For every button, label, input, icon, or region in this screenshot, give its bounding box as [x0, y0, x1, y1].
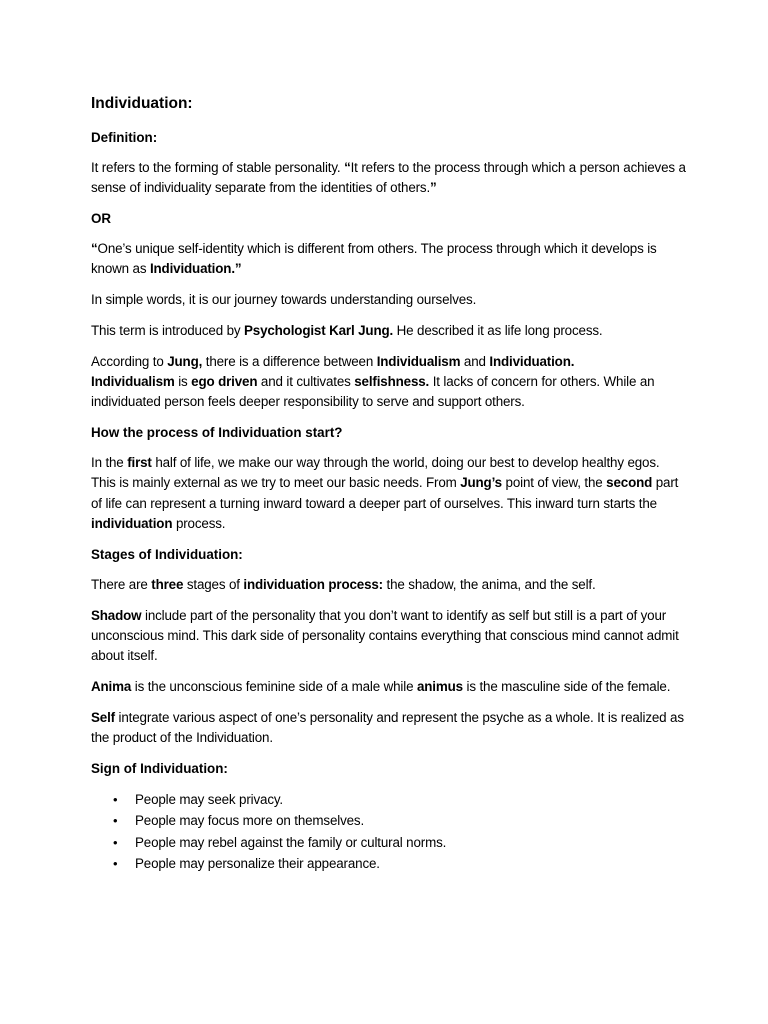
bold-term: three	[151, 576, 184, 592]
text-run: It lacks of concern for others. While an individuated person feels deeper responsibility to serve and support others.	[91, 374, 655, 410]
process-heading: How the process of Individuation start?	[91, 425, 343, 441]
definition-heading: Definition:	[91, 130, 158, 145]
list-item-text: People may rebel against the family or cultural norms.	[135, 834, 447, 850]
bold-term: Individuation.”	[149, 261, 242, 277]
list-item	[91, 789, 686, 810]
simple-words-paragraph: In simple words, it is our journey towards understanding ourselves.	[91, 292, 477, 308]
bold-term: individuation process:	[243, 576, 383, 592]
text-run: According to	[91, 353, 168, 369]
bold-term: first	[127, 455, 152, 471]
self-paragraph	[91, 708, 686, 749]
bold-term: Individuation.	[489, 353, 575, 369]
text-run: include part of the personality that you don’t want to identify as self but still is a part of your unconscious mind. This dark side of personality contains everything that conscious mind cannot admit about itself.	[91, 607, 679, 664]
stages-heading: Stages of Individuation:	[91, 546, 243, 562]
text-run: He described it as life long process.	[393, 322, 603, 338]
bold-term: Self	[91, 709, 115, 725]
text-run: process.	[172, 516, 226, 532]
quote-text: It refers to the process through which a person achieves a sense of individuality separate from the identities of others.	[91, 160, 686, 196]
text-run: There are	[91, 576, 152, 592]
bold-term: ego driven	[191, 374, 258, 390]
text-run: In the	[91, 455, 128, 471]
text-run: It refers to the forming of stable personality.	[91, 160, 345, 175]
list-item	[91, 832, 686, 853]
anima-paragraph	[91, 677, 686, 697]
bold-term: Anima	[91, 679, 132, 695]
list-item-text: People may focus more on themselves.	[135, 813, 365, 829]
signs-heading: Sign of Individuation:	[91, 760, 228, 776]
document-page	[91, 94, 686, 874]
bold-term: Individualism	[376, 353, 461, 369]
text-run: point of view, the	[501, 475, 607, 491]
process-paragraph	[91, 453, 686, 534]
list-item-text: People may personalize their appearance.	[135, 855, 380, 871]
text-run: One’s unique self-identity which is different from others. The process through which it develops is known as	[91, 241, 657, 277]
list-item	[91, 810, 686, 831]
bold-term: selfishness.	[354, 374, 430, 390]
bullet-icon: •	[113, 813, 118, 829]
close-quote: ”	[430, 180, 437, 196]
list-item-text: People may seek privacy.	[135, 791, 283, 807]
bold-term: Psychologist Karl Jung.	[243, 322, 394, 338]
bold-term: individuation	[91, 516, 173, 532]
text-run: is	[174, 374, 192, 390]
bullet-icon: •	[113, 834, 118, 850]
text-run: and	[460, 353, 490, 369]
text-run: half of life, we make our way through the world, doing our best to develop healthy egos. This is mainly external as we try to meet our basic needs. From	[91, 455, 660, 491]
bullet-icon: •	[113, 855, 118, 871]
alt-definition-paragraph	[91, 239, 686, 280]
bold-term: Individualism	[91, 374, 175, 390]
document-title: Individuation:	[91, 95, 193, 112]
definition-paragraph	[91, 158, 686, 199]
jung-intro-paragraph	[91, 321, 686, 341]
text-run: stages of	[183, 576, 244, 592]
text-run: the shadow, the anima, and the self.	[382, 576, 596, 592]
bold-term: animus	[416, 679, 463, 695]
text-run: and it cultivates	[257, 374, 355, 390]
open-quote: “	[91, 241, 98, 257]
text-run: part of life can represent a turning inward toward a deeper part of ourselves. This inward turn starts the	[91, 475, 679, 511]
or-heading: OR	[91, 211, 112, 227]
shadow-paragraph	[91, 606, 686, 667]
bold-term: second	[606, 475, 653, 491]
text-run: is the unconscious feminine side of a male while	[131, 679, 417, 695]
text-run: is the masculine side of the female.	[462, 679, 671, 695]
open-quote: “	[344, 160, 351, 175]
signs-list	[91, 789, 686, 874]
individualism-paragraph	[91, 352, 686, 413]
bold-term: Shadow	[91, 607, 142, 623]
text-run: there is a difference between	[202, 353, 377, 369]
bold-term: Jung’s	[460, 475, 502, 491]
list-item	[91, 853, 686, 874]
stages-paragraph	[91, 575, 686, 595]
text-run: integrate various aspect of one’s personality and represent the psyche as a whole. It is realized as the product of the Individuation.	[91, 709, 684, 746]
bold-term: Jung,	[167, 353, 203, 369]
bullet-icon: •	[113, 791, 118, 807]
text-run: This term is introduced by	[91, 322, 244, 338]
